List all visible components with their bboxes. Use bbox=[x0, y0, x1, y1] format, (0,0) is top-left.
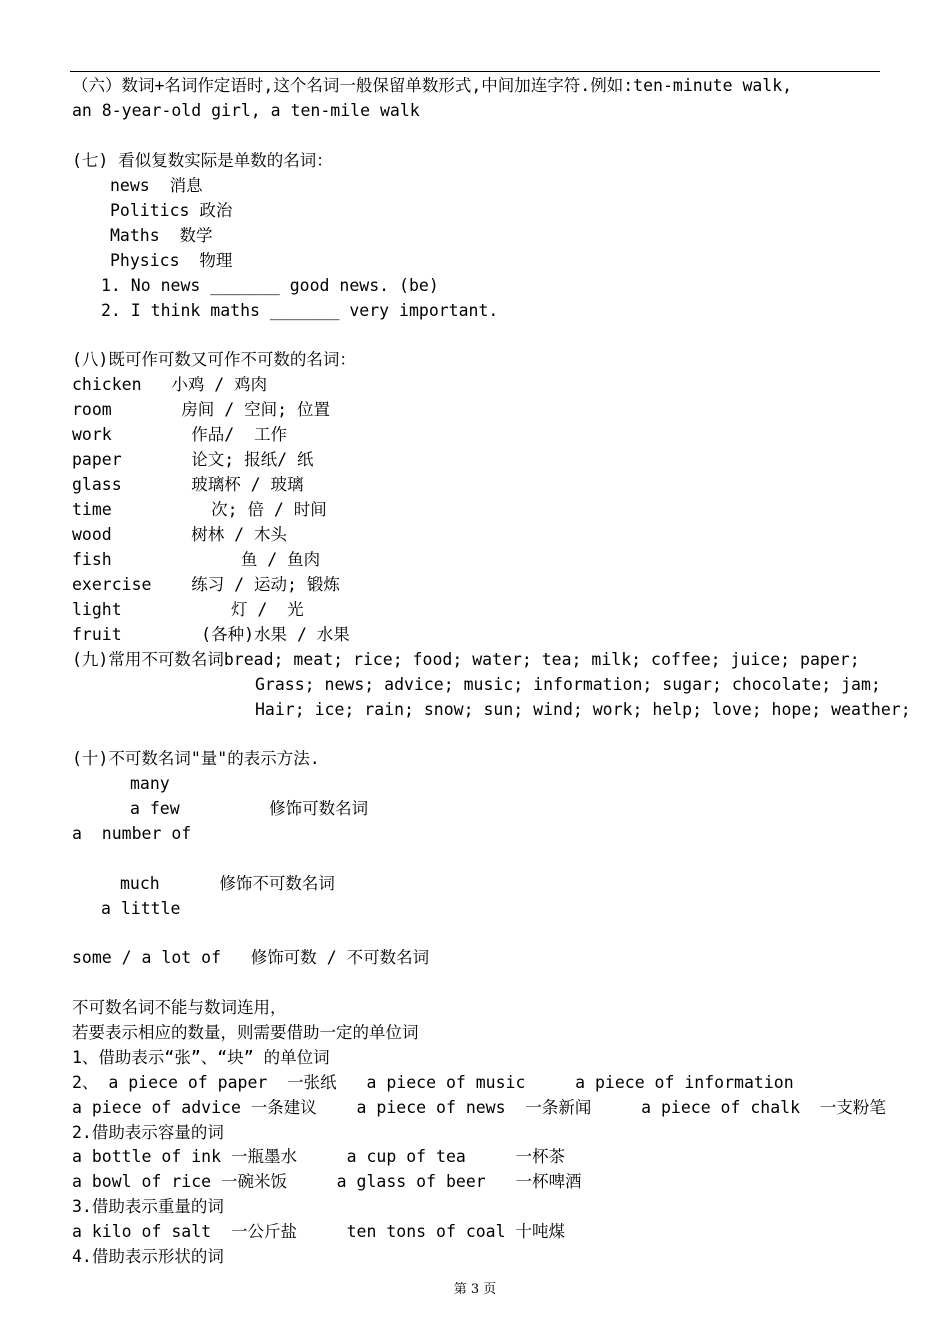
paragraph-line-4: 2、 a piece of paper 一张纸 a piece of music a piece of information bbox=[72, 1073, 794, 1092]
page-number: 第 3 页 bbox=[453, 1282, 497, 1297]
section-7-item-physics: Physics 物理 bbox=[110, 251, 233, 270]
section-10-heading: (十)不可数名词"量"的表示方法. bbox=[72, 749, 320, 768]
section-7-item-politics: Politics 政治 bbox=[110, 201, 233, 220]
paragraph-line-10: a kilo of salt 一公斤盐 ten tons of coal 十吨煤 bbox=[72, 1222, 565, 1241]
section-8-heading: (八)既可作可数又可作不可数的名词： bbox=[72, 350, 356, 369]
section-10-some-a-lot-of: some / a lot of 修饰可数 / 不可数名词 bbox=[72, 948, 430, 967]
section-10-a-little: a little bbox=[101, 899, 181, 918]
section-6-line-1: （六）数词+名词作定语时,这个名词一般保留单数形式,中间加连字符.例如:ten-minute walk, bbox=[72, 76, 793, 95]
section-8-row-light: light 灯 / 光 bbox=[72, 600, 304, 619]
paragraph-line-3: 1、借助表示“张”、“块” 的单位词 bbox=[72, 1048, 330, 1067]
section-10-many: many bbox=[130, 774, 170, 793]
top-rule bbox=[70, 71, 880, 72]
paragraph-line-6: 2.借助表示容量的词 bbox=[72, 1123, 224, 1142]
paragraph-line-5: a piece of advice 一条建议 a piece of news 一条新闻 a piece of chalk 一支粉笔 bbox=[72, 1098, 886, 1117]
section-8-row-fish: fish 鱼 / 鱼肉 bbox=[72, 550, 321, 569]
section-8-row-glass: glass 玻璃杯 / 玻璃 bbox=[72, 475, 304, 494]
section-8-row-chicken: chicken 小鸡 / 鸡肉 bbox=[72, 375, 268, 394]
section-8-row-time: time 次; 倍 / 时间 bbox=[72, 500, 327, 519]
paragraph-line-2: 若要表示相应的数量，则需要借助一定的单位词 bbox=[72, 1023, 419, 1042]
paragraph-line-9: 3.借助表示重量的词 bbox=[72, 1197, 224, 1216]
section-7-heading: (七) 看似复数实际是单数的名词： bbox=[72, 151, 333, 170]
section-8-row-paper: paper 论文; 报纸/ 纸 bbox=[72, 450, 314, 469]
section-8-row-exercise: exercise 练习 / 运动; 锻炼 bbox=[72, 575, 340, 594]
section-8-row-wood: wood 树林 / 木头 bbox=[72, 525, 288, 544]
section-9-line-1: (九)常用不可数名词bread; meat; rice; food; water; tea; milk; coffee; juice; paper; bbox=[72, 650, 860, 669]
paragraph-line-8: a bowl of rice 一碗米饭 a glass of beer 一杯啤酒 bbox=[72, 1172, 582, 1191]
section-6-line-2: an 8-year-old girl, a ten-mile walk bbox=[72, 101, 420, 120]
paragraph-line-1: 不可数名词不能与数词连用， bbox=[72, 998, 287, 1017]
section-8-row-fruit: fruit (各种)水果 / 水果 bbox=[72, 625, 350, 644]
section-7-item-maths: Maths 数学 bbox=[110, 226, 213, 245]
section-7-item-news: news 消息 bbox=[110, 176, 203, 195]
section-8-row-work: work 作品/ 工作 bbox=[72, 425, 288, 444]
paragraph-line-7: a bottle of ink 一瓶墨水 a cup of tea 一杯茶 bbox=[72, 1147, 565, 1166]
paragraph-line-11: 4.借助表示形状的词 bbox=[72, 1247, 224, 1266]
section-9-line-3: Hair; ice; rain; snow; sun; wind; work; help; love; hope; weather; bbox=[255, 700, 911, 719]
section-7-exercise-1: 1. No news _______ good news. (be) bbox=[101, 276, 439, 295]
section-8-row-room: room 房间 / 空间; 位置 bbox=[72, 400, 330, 419]
section-10-a-few: a few 修饰可数名词 bbox=[130, 799, 369, 818]
section-7-exercise-2: 2. I think maths _______ very important. bbox=[101, 301, 499, 320]
section-10-much: much 修饰不可数名词 bbox=[120, 874, 335, 893]
section-9-line-2: Grass; news; advice; music; information; sugar; chocolate; jam; bbox=[255, 675, 881, 694]
section-10-a-number-of: a number of bbox=[72, 824, 192, 843]
